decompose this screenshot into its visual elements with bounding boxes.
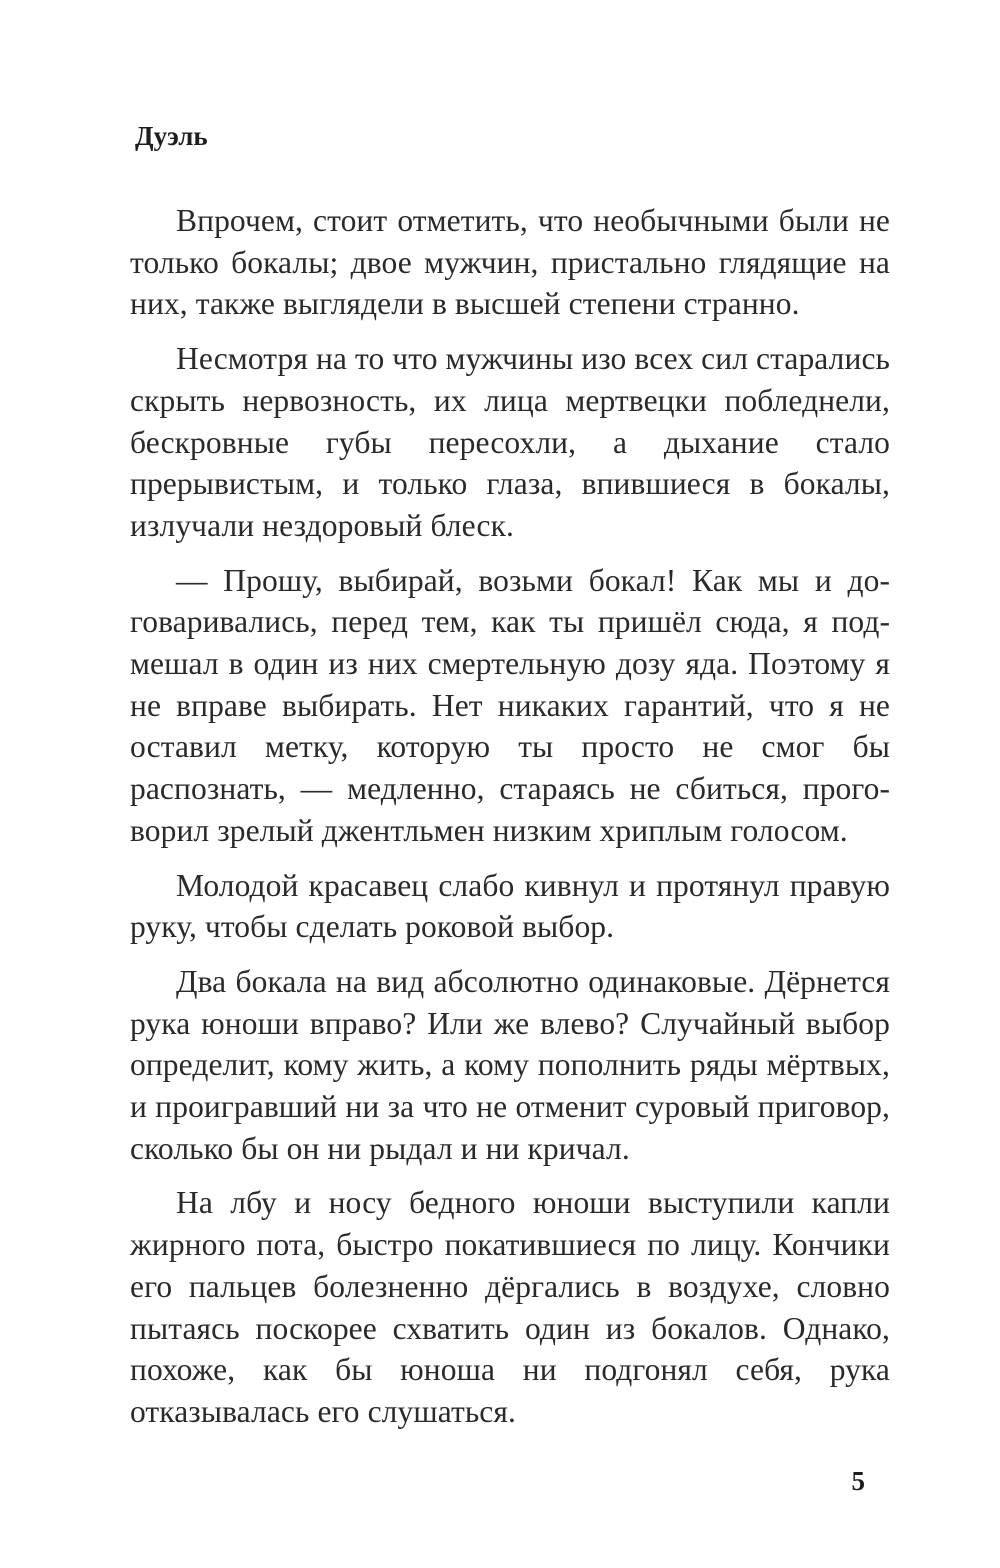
- paragraph: — Прошу, выбирай, возьми бокал! Как мы и договаривались, перед тем, как ты пришёл сюда, я подмешал в один из них смертельную дозу яда. Поэтому я не вправе выбирать. Нет никаких гарантий, что я не оставил метку, которую ты просто не смог бы распознать, — медленно, стараясь не сбиться, проговорил зрелый джентльмен низким хриплым голосом.: [130, 562, 890, 848]
- paragraph: Два бокала на вид абсолютно одинаковые. Дёрнется рука юноши вправо? Или же влево? Случайный выбор определит, кому жить, а кому пополнить ряды мёртвых, и проигравший ни за что не отменит суровый приговор, сколько бы он ни рыдал и ни кричал.: [130, 963, 890, 1166]
- paragraph: Молодой красавец слабо кивнул и протянул правую руку, чтобы сделать роковой выбор.: [130, 867, 890, 945]
- paragraph: Впрочем, стоит отметить, что необычными были не только бокалы; двое мужчин, пристально глядящие на них, также выглядели в высшей степени странно.: [130, 203, 890, 322]
- paragraph: На лбу и носу бедного юноши выступили капли жирного пота, быстро покатившиеся по лицу. Кончики его пальцев болезненно дёргались в воздухе, словно пытаясь поскорее схватить один из бокалов. Однако, похоже, как бы юноша ни подгонял себя, рука отказывалась его слушаться.: [130, 1185, 890, 1429]
- running-head: Дуэль: [135, 121, 208, 151]
- page-number: 5: [851, 1466, 865, 1496]
- body-text: [130, 200, 890, 1446]
- paragraph: Несмотря на то что мужчины изо всех сил старались скрыть нервозность, их лица мертвецки побледнели, бескровные губы пересохли, а дыхание стало прерывистым, и только глаза, впившиеся в бокалы, излучали нездоровый блеск.: [130, 341, 890, 543]
